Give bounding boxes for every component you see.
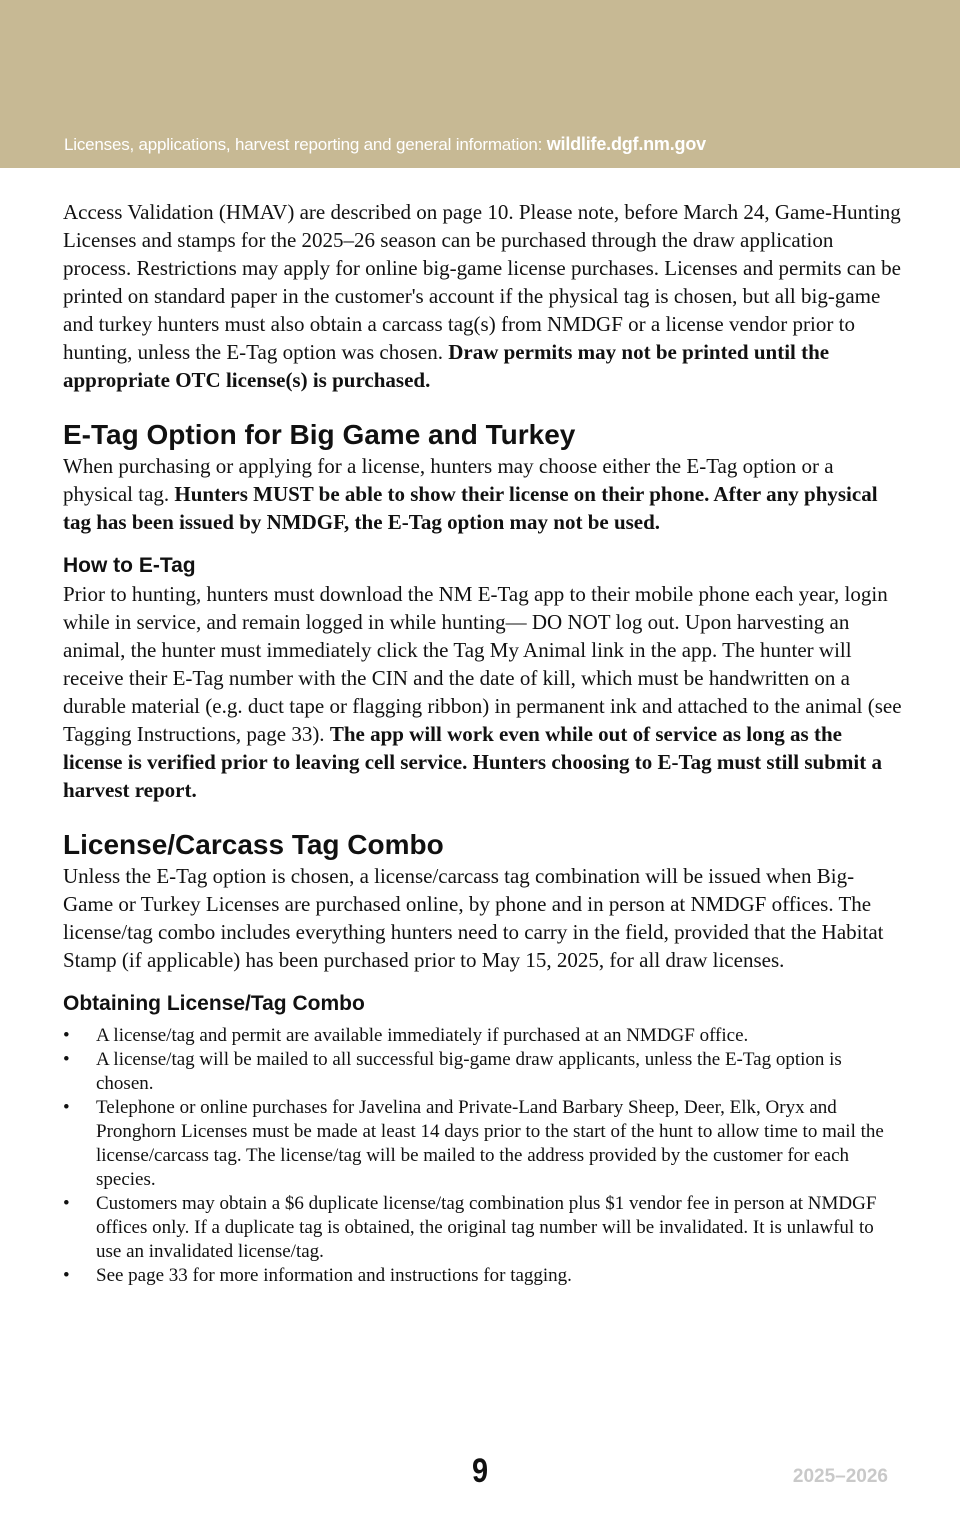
list-item-text: See page 33 for more information and instructions for tagging. <box>96 1265 572 1286</box>
header-label: Licenses, applications, harvest reporting and general information: <box>64 135 547 154</box>
bullet-icon: • <box>63 1049 70 1070</box>
intro-paragraph <box>63 198 903 394</box>
page-number: 9 <box>471 1452 489 1490</box>
bullet-icon: • <box>63 1097 70 1118</box>
list-item <box>63 1024 903 1048</box>
bullet-icon: • <box>63 1193 70 1214</box>
etag-paragraph <box>63 452 903 536</box>
list-item <box>63 1264 903 1288</box>
bullet-icon: • <box>63 1025 70 1046</box>
obtaining-heading: Obtaining License/Tag Combo <box>63 992 365 1015</box>
intro-text: Access Validation (HMAV) are described on page 10. Please note, before March 24, Game-Hunting Licenses and stamps for the 2025–26 season can be purchased through the draw application process. Restrictions may apply for online big-game license purchases. Licenses and permits can be printed on standard paper in the customer's account if the physical tag is chosen, but all big-game and turkey hunters must also obtain a carcass tag(s) from NMDGF or a license vendor prior to hunting, unless the E-Tag option was chosen. <box>63 200 901 364</box>
website-link[interactable]: wildlife.dgf.nm.gov <box>546 134 706 154</box>
header-text <box>64 134 706 155</box>
page-content <box>63 198 903 1288</box>
list-item-text: Customers may obtain a $6 duplicate license/tag combination plus $1 vendor fee in person at NMDGF offices only. If a duplicate tag is obtained, the original tag number will be invalidated. It is unlawful to use an invalidated license/tag. <box>96 1193 877 1262</box>
how-to-bold: The app will work even while out of service as long as the license is verified prior to leaving cell service. Hunters choosing to E-Tag must still submit a harvest report. <box>63 722 882 802</box>
list-item <box>63 1096 903 1192</box>
intro-bold: Draw permits may not be printed until the appropriate OTC license(s) is purchased. <box>63 340 830 392</box>
combo-paragraph: Unless the E-Tag option is chosen, a license/carcass tag combination will be issued when Big-Game or Turkey Licenses are purchased online, by phone and in person at NMDGF offices. The license/tag combo includes everything hunters need to carry in the field, provided that the Habitat Stamp (if applicable) has been purchased prior to May 15, 2025, for all draw licenses. <box>63 864 884 972</box>
list-item-text: A license/tag and permit are available immediately if purchased at an NMDGF office. <box>96 1025 749 1046</box>
bullet-icon: • <box>63 1265 70 1286</box>
how-to-etag-heading: How to E-Tag <box>63 554 196 577</box>
year-label: 2025–2026 <box>792 1466 888 1487</box>
list-item <box>63 1048 903 1096</box>
header-band <box>0 0 960 168</box>
list-item-text: Telephone or online purchases for Javelina and Private-Land Barbary Sheep, Deer, Elk, Oryx and Pronghorn Licenses must be made at least 14 days prior to the start of the hunt to allow time to mail the license/carcass tag. The license/tag will be mailed to the address provided by the customer for each species. <box>96 1097 884 1190</box>
list-item-text: A license/tag will be mailed to all successful big-game draw applicants, unless the E-Tag option is chosen. <box>96 1049 842 1094</box>
etag-bold: Hunters MUST be able to show their license on their phone. After any physical tag has been issued by NMDGF, the E-Tag option may not be used. <box>63 482 878 534</box>
etag-heading: E-Tag Option for Big Game and Turkey <box>63 419 576 450</box>
etag-text: When purchasing or applying for a license, hunters may choose either the E-Tag option or a physical tag. <box>63 454 834 506</box>
how-to-text: Prior to hunting, hunters must download the NM E-Tag app to their mobile phone each year, login while in service, and remain logged in while hunting— DO NOT log out. Upon harvesting an animal, the hunter must immediately click the Tag My Animal link in the app. The hunter will receive their E-Tag number with the CIN and the date of kill, which must be handwritten on a durable material (e.g. duct tape or flagging ribbon) in permanent ink and attached to the animal (see Tagging Instructions, page 33). <box>63 582 902 746</box>
how-to-paragraph <box>63 580 903 804</box>
combo-heading: License/Carcass Tag Combo <box>63 829 444 860</box>
obtaining-list <box>63 1024 903 1288</box>
list-item <box>63 1192 903 1264</box>
